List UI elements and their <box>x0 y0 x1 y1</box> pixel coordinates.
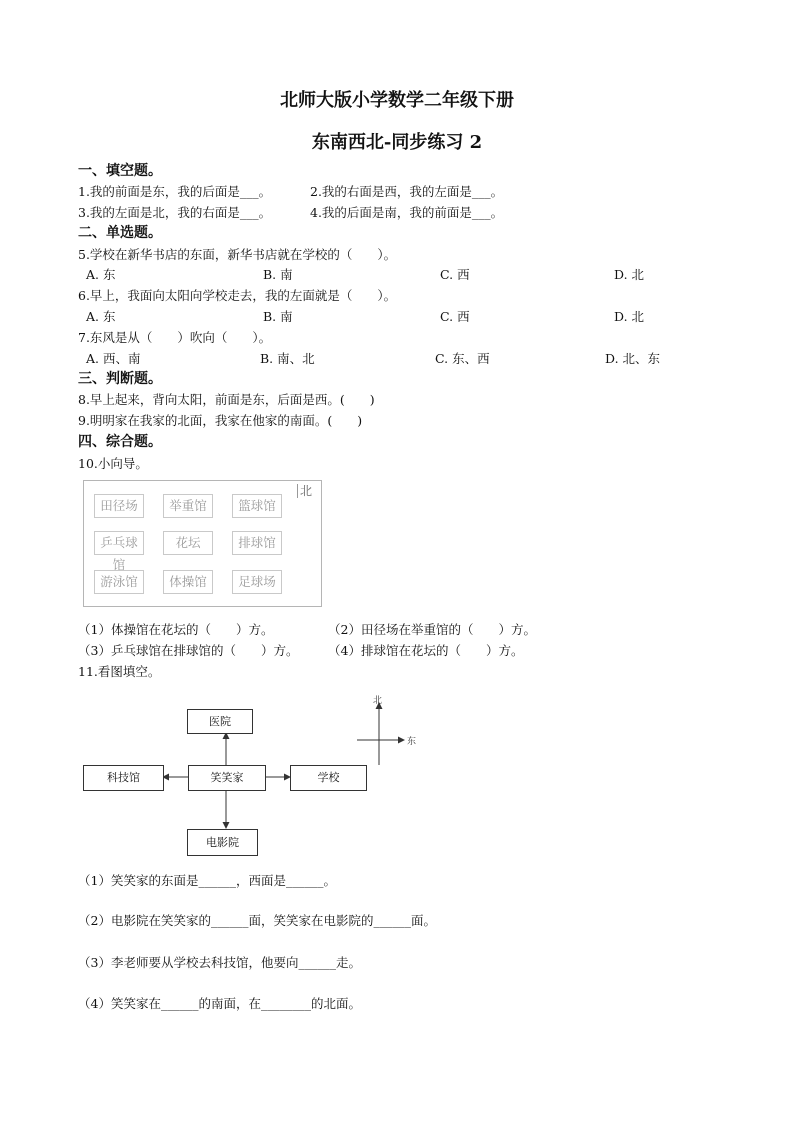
question-10-4: （4）排球馆在花坛的（ ）方。 <box>328 643 524 658</box>
page-title: 北师大版小学数学二年级下册 <box>280 90 514 111</box>
question-10: 10.小向导。 <box>78 456 148 471</box>
compass-north-label: 北 <box>373 696 383 706</box>
map-north-label: 北 <box>297 484 312 498</box>
question-11: 11.看图填空。 <box>78 664 161 679</box>
q7-option-a: A. 西、南 <box>86 351 141 366</box>
q6-option-c: C. 西 <box>440 309 470 324</box>
section-choice-heading: 二、单选题。 <box>78 225 162 241</box>
question-11-1: （1）笑笑家的东面是______，西面是______。 <box>78 873 336 888</box>
compass-east-label: 东 <box>407 737 417 747</box>
diagram-cinema-box: 电影院 <box>187 829 258 856</box>
question-2: 2.我的右面是西，我的左面是___。 <box>310 184 504 199</box>
map-cell-basketball: 篮球馆 <box>232 494 282 518</box>
q7-option-c: C. 东、西 <box>435 351 490 366</box>
q6-option-d: D. 北 <box>614 309 645 324</box>
q7-option-b: B. 南、北 <box>260 351 315 366</box>
q5-option-c: C. 西 <box>440 267 470 282</box>
section-comprehensive-heading: 四、综合题。 <box>78 434 162 450</box>
q6-option-b: B. 南 <box>263 309 293 324</box>
map-cell-track-field: 田径场 <box>94 494 144 518</box>
q5-option-b: B. 南 <box>263 267 293 282</box>
map-cell-swimming: 游泳馆 <box>94 570 144 594</box>
question-3: 3.我的左面是北，我的右面是___。 <box>78 205 272 220</box>
map-cell-football: 足球场 <box>232 570 282 594</box>
question-5: 5.学校在新华书店的东面，新华书店就在学校的（ ）。 <box>78 247 397 262</box>
q5-option-a: A. 东 <box>86 267 116 282</box>
map-cell-volleyball: 排球馆 <box>232 531 282 555</box>
map-cell-table-tennis: 乒乓球馆 <box>94 531 144 555</box>
question-1: 1.我的前面是东，我的后面是___。 <box>78 184 272 199</box>
question-11-2: （2）电影院在笑笑家的______面，笑笑家在电影院的______面。 <box>78 913 436 928</box>
q6-option-a: A. 东 <box>86 309 116 324</box>
question-6: 6.早上，我面向太阳向学校走去，我的左面就是（ ）。 <box>78 288 397 303</box>
q7-option-d: D. 北、东 <box>605 351 661 366</box>
question-11-4: （4）笑笑家在______的南面，在________的北面。 <box>78 996 361 1011</box>
diagram-home-box: 笑笑家 <box>188 765 266 791</box>
map-cell-weightlifting: 举重馆 <box>163 494 213 518</box>
question-11-3: （3）李老师要从学校去科技馆，他要向______走。 <box>78 955 361 970</box>
question-8: 8.早上起来，背向太阳，前面是东，后面是西。( ) <box>78 392 375 407</box>
question-7: 7.东风是从（ ）吹向（ ）。 <box>78 330 272 345</box>
map-cell-flowerbed: 花坛 <box>163 531 213 555</box>
question-10-1: （1）体操馆在花坛的（ ）方。 <box>78 622 274 637</box>
question-4: 4.我的后面是南，我的前面是___。 <box>310 205 504 220</box>
question-9: 9.明明家在我家的北面，我家在他家的南面。( ) <box>78 413 363 428</box>
q5-option-d: D. 北 <box>614 267 645 282</box>
question-10-2: （2）田径场在举重馆的（ ）方。 <box>328 622 536 637</box>
page-subtitle: 东南西北-同步练习 2 <box>311 132 483 153</box>
map-cell-gymnastics: 体操馆 <box>163 570 213 594</box>
question-10-3: （3）乒乓球馆在排球馆的（ ）方。 <box>78 643 299 658</box>
section-fill-heading: 一、填空题。 <box>78 163 162 179</box>
section-judge-heading: 三、判断题。 <box>78 371 162 387</box>
diagram-hospital-box: 医院 <box>187 709 253 734</box>
diagram-school-box: 学校 <box>290 765 367 791</box>
diagram-tech-museum-box: 科技馆 <box>83 765 164 791</box>
